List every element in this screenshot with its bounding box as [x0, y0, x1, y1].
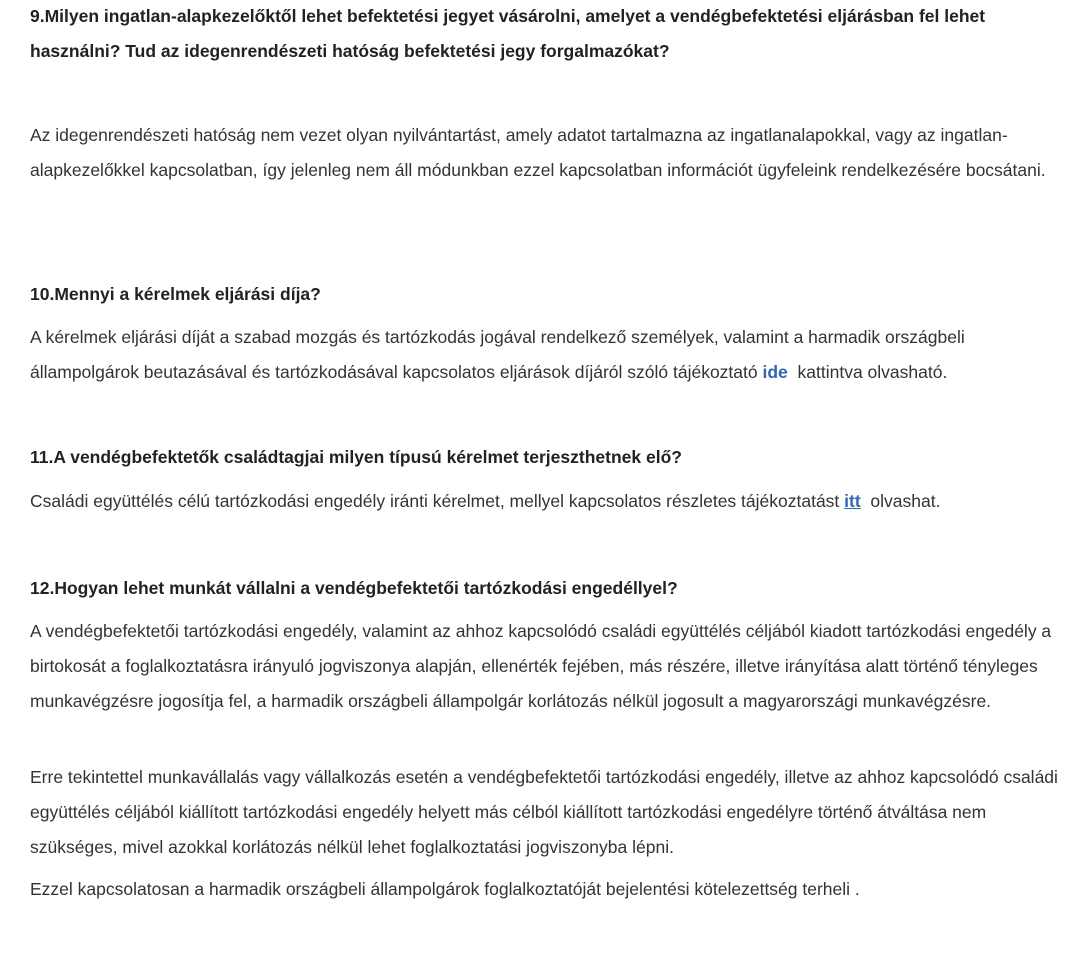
faq-question-10: 10.Mennyi a kérelmek eljárási díja? [30, 284, 321, 304]
faq-question-9: 9.Milyen ingatlan-alapkezelőktől lehet befektetési jegyet vásárolni, amelyet a vendégbefektetési eljárásban fel lehet használni? Tud az idegenrendészeti hatóság befektetési jegy forgalmazókat? [30, 6, 986, 61]
faq-question-12: 12.Hogyan lehet munkát vállalni a vendégbefektetői tartózkodási engedéllyel? [30, 578, 678, 598]
faq-answer-12-paragraph-2: Erre tekintettel munkavállalás vagy vállalkozás esetén a vendégbefektetői tartózkodási engedély, illetve az ahhoz kapcsolódó családi együttélés céljából kiállított tartózkodási engedély helyett más célból kiállított tartózkodási engedélyre történő átváltása nem szükséges, mivel azokkal korlátozás nélkül lehet foglalkoztatási jogviszonyba lépni. [30, 767, 1058, 857]
faq-answer-12-paragraph-1: A vendégbefektetői tartózkodási engedély, valamint az ahhoz kapcsolódó családi együttélés céljából kiadott tartózkodási engedély a birtokosát a foglalkoztatásra irányuló jogviszonya alapján, ellenérték fejében, más részére, illetve irányítása alatt történő tényleges munkavégzésre jogosítja fel, a harmadik országbeli állampolgár korlátozás nélkül jogosult a magyarországi munkavégzésre. [30, 621, 1052, 711]
faq-answer-11-text-after: olvashat. [860, 491, 941, 511]
faq-answer-10-text-after: kattintva olvasható. [787, 362, 948, 382]
faq-question-11: 11.A vendégbefektetők családtagjai milyen típusú kérelmet terjeszthetnek elő? [30, 447, 682, 467]
faq-answer-11 [30, 484, 1060, 519]
family-permit-info-link[interactable]: itt [844, 491, 861, 511]
faq-answer-10-text-before: A kérelmek eljárási díját a szabad mozgás és tartózkodás jogával rendelkező személyek, valamint a harmadik országbeli állampolgárok beutazásával és tartózkodásával kapcsolatos eljárások díjáról szóló tájékoztató [30, 327, 965, 382]
faq-answer-10 [30, 320, 1060, 390]
fee-info-link[interactable]: ide [762, 362, 788, 382]
faq-answer-9: Az idegenrendészeti hatóság nem vezet olyan nyilvántartást, amely adatot tartalmazna az ingatlanalapokkal, vagy az ingatlan-alapkezelőkkel kapcsolatban, így jelenleg nem áll módunkban ezzel kapcsolatban információt ügyfeleink rendelkezésére bocsátani. [30, 125, 1046, 180]
faq-answer-11-text-before: Családi együttélés célú tartózkodási engedély iránti kérelmet, mellyel kapcsolatos részletes tájékoztatást [30, 491, 845, 511]
faq-answer-12-paragraph-3: Ezzel kapcsolatosan a harmadik országbeli állampolgárok foglalkoztatóját bejelentési kötelezettség terheli . [30, 879, 860, 899]
